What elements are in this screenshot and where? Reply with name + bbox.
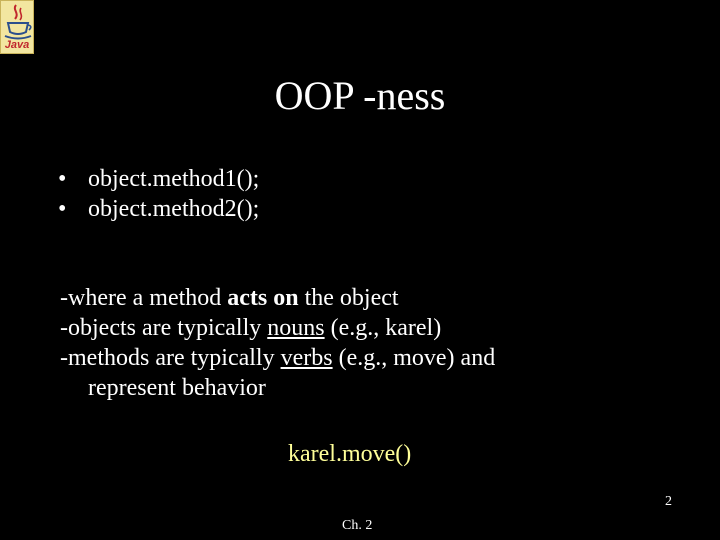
list-item (58, 194, 259, 224)
slide-title: OOP -ness (274, 73, 446, 118)
body-line-acts-on (60, 283, 680, 313)
body-line-behavior: represent behavior (88, 375, 266, 401)
list-item (58, 164, 259, 194)
java-logo (0, 0, 34, 54)
text-run: (e.g., karel) (324, 315, 442, 341)
bullet-list (58, 164, 259, 224)
underlined-text: nouns (267, 315, 325, 341)
text-run: the object (298, 285, 399, 311)
bold-text: acts on (227, 285, 299, 311)
bullet-text: object.method1(); (88, 166, 260, 192)
java-logo-label: Java (4, 39, 30, 51)
slide-body (60, 283, 680, 403)
bullet-text: object.method2(); (88, 196, 260, 222)
java-coffee-cup-icon (1, 1, 35, 41)
code-example: karel.move() (288, 441, 412, 467)
text-run: (e.g., move) and (332, 345, 496, 371)
body-line-nouns (60, 313, 680, 343)
chapter-label: Ch. 2 (342, 518, 373, 533)
bullet-symbol: • (58, 166, 67, 192)
text-run: -objects are typically (60, 315, 268, 341)
text-run: -where a method (60, 285, 228, 311)
body-line-verbs (60, 343, 680, 373)
text-run: -methods are typically (60, 345, 281, 371)
bullet-symbol: • (58, 196, 67, 222)
underlined-text: verbs (280, 345, 333, 371)
page-number: 2 (665, 494, 672, 509)
